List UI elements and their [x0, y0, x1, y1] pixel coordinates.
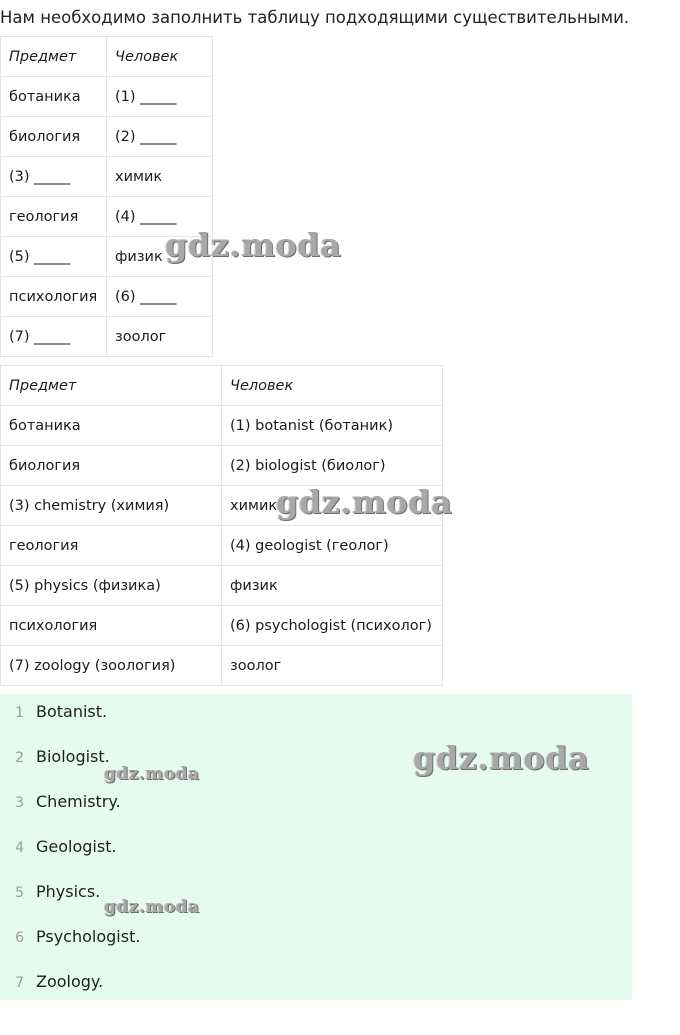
table-cell: (2) _____ [107, 117, 213, 157]
item-text: Chemistry. [36, 792, 121, 811]
item-text: Psychologist. [36, 927, 141, 946]
list-item [0, 699, 107, 725]
list-item [0, 744, 110, 770]
list-item [0, 789, 121, 815]
table-cell: (1) botanist (ботаник) [222, 406, 443, 446]
list-item [0, 879, 100, 905]
item-number: 5 [15, 885, 24, 901]
list-item [0, 924, 140, 950]
table-row [1, 317, 213, 357]
item-text: Biologist. [36, 747, 110, 766]
table-cell: (6) psychologist (психолог) [222, 606, 443, 646]
item-number: 3 [15, 795, 24, 811]
table-cell: психология [1, 606, 222, 646]
table-cell: психология [1, 277, 107, 317]
table-cell: (1) _____ [107, 77, 213, 117]
task-table [0, 36, 213, 357]
table-cell: биология [1, 446, 222, 486]
item-number: 2 [15, 750, 24, 766]
table-cell: (7) _____ [1, 317, 107, 357]
table-cell: химик [222, 486, 443, 526]
list-item [0, 834, 117, 860]
table-row [1, 117, 213, 157]
table-row [1, 526, 443, 566]
table-cell: (7) zoology (зоология) [1, 646, 222, 686]
watermark-logo: gdz.moda [104, 897, 200, 917]
table-header-row [1, 366, 443, 406]
table-row [1, 606, 443, 646]
item-text: Botanist. [36, 702, 108, 721]
table-cell: ботаника [1, 406, 222, 446]
table-cell: геология [1, 197, 107, 237]
table-header-row [1, 37, 213, 77]
table-cell: ботаника [1, 77, 107, 117]
header-subject: Предмет [1, 37, 107, 77]
item-text: Zoology. [36, 972, 104, 991]
item-number: 1 [15, 705, 24, 721]
watermark-logo: gdz.moda [165, 226, 342, 264]
table-row [1, 566, 443, 606]
table-cell: (5) physics (физика) [1, 566, 222, 606]
table-row [1, 77, 213, 117]
table-row [1, 446, 443, 486]
task-instruction: Нам необходимо заполнить таблицу подходящими существительными. [0, 8, 630, 27]
table-cell: физик [222, 566, 443, 606]
header-person: Человек [222, 366, 443, 406]
table-cell: (5) _____ [1, 237, 107, 277]
table-cell: (3) _____ [1, 157, 107, 197]
item-text: Physics. [36, 882, 101, 901]
item-number: 7 [15, 975, 24, 991]
table-cell: геология [1, 526, 222, 566]
table-row [1, 406, 443, 446]
table-cell: зоолог [222, 646, 443, 686]
table-cell: физик [107, 237, 213, 277]
table-cell: (4) _____ [107, 197, 213, 237]
solution-table [0, 365, 443, 686]
list-item [0, 969, 103, 995]
header-subject: Предмет [1, 366, 222, 406]
table-row [1, 277, 213, 317]
table-cell: (3) chemistry (химия) [1, 486, 222, 526]
item-text: Geologist. [36, 837, 117, 856]
table-cell: (2) biologist (биолог) [222, 446, 443, 486]
item-number: 6 [15, 930, 24, 946]
table-row [1, 646, 443, 686]
header-person: Человек [107, 37, 213, 77]
table-cell: (6) _____ [107, 277, 213, 317]
table-cell: биология [1, 117, 107, 157]
watermark-logo: gdz.moda [276, 483, 453, 521]
table-cell: химик [107, 157, 213, 197]
table-cell: (4) geologist (геолог) [222, 526, 443, 566]
table-cell: зоолог [107, 317, 213, 357]
table-row [1, 157, 213, 197]
watermark-logo: gdz.moda [104, 764, 200, 784]
item-number: 4 [15, 840, 24, 856]
watermark-logo: gdz.moda [413, 739, 590, 777]
